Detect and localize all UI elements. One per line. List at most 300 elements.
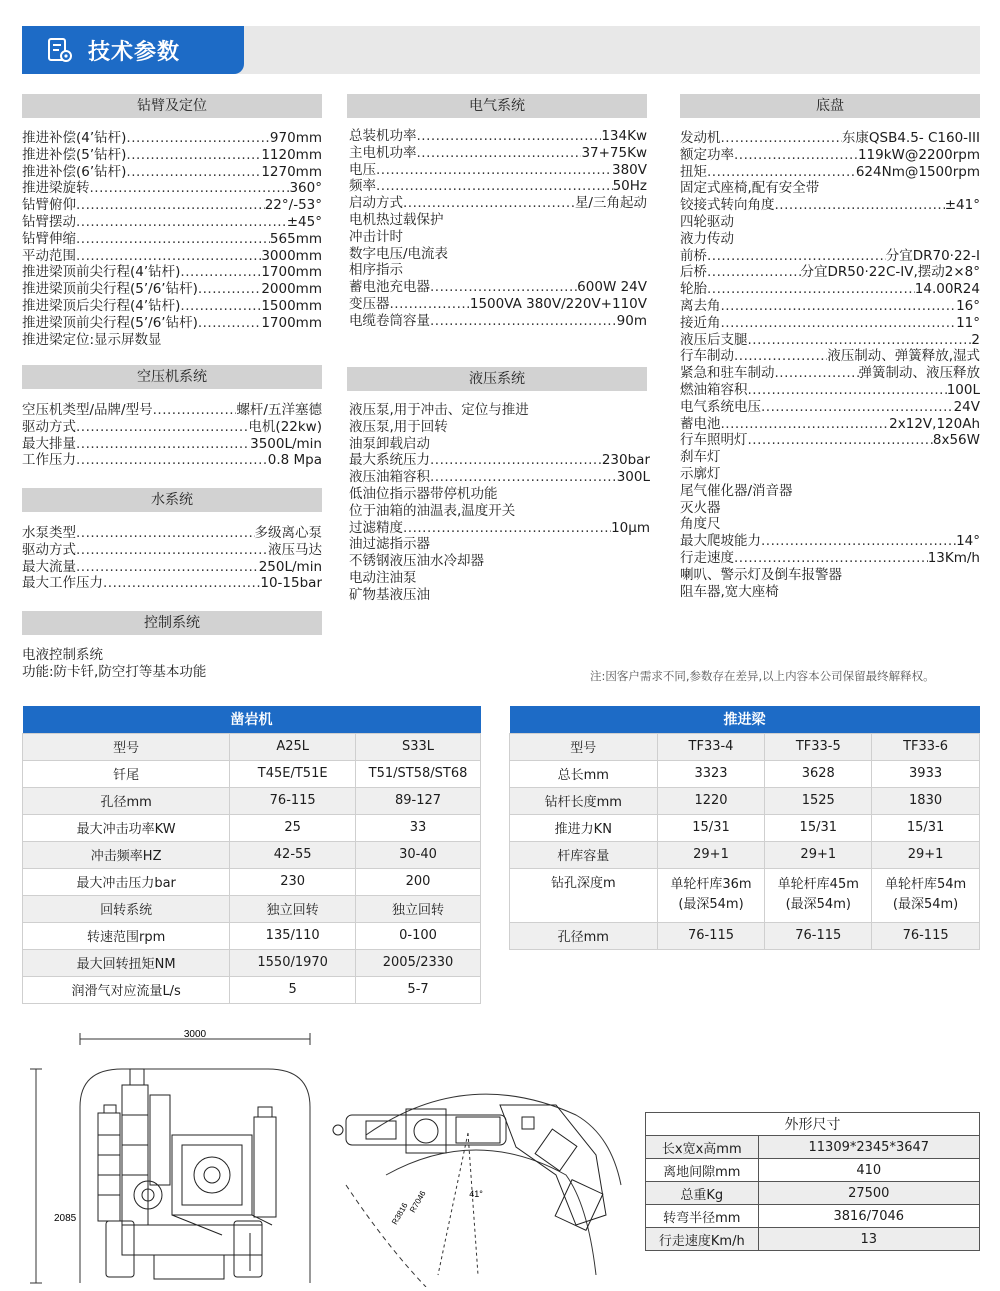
leader-dots [707, 281, 915, 298]
spec-value: 600W 24V [577, 279, 647, 296]
boom-spec-list [22, 130, 322, 348]
dimensions-table-title: 外形尺寸 [646, 1113, 980, 1136]
table-cell [872, 868, 980, 922]
spec-label: 矿物基液压油 [349, 586, 430, 603]
cell-line: (最深54m) [678, 897, 744, 912]
height-dimension-label: 2085 [54, 1213, 77, 1224]
spec-label: 驱动方式 [22, 418, 76, 435]
spec-label: 推进梁定位:显示屏数显 [22, 331, 162, 348]
control-spec-list [22, 647, 322, 681]
spec-row [680, 584, 980, 601]
spec-row [22, 197, 322, 214]
hydraulic-spec-list [349, 402, 650, 604]
table-cell: 独立回转 [356, 895, 481, 922]
spec-label: 液压泵,用于回转 [349, 418, 448, 435]
spec-label: 液压泵,用于冲击、定位与推进 [349, 402, 529, 418]
spec-row [680, 214, 980, 231]
leader-dots [430, 469, 617, 486]
spec-label: 工作压力 [22, 452, 76, 469]
spec-row [680, 248, 980, 265]
spec-value: ±41° [944, 197, 980, 214]
header-bar [22, 26, 980, 74]
spec-label: 水泵类型 [22, 525, 76, 541]
spec-row [349, 262, 647, 279]
table-cell: 钎尾 [23, 760, 230, 787]
table-row [646, 1136, 980, 1159]
spec-value: 多级离心泵 [254, 525, 322, 541]
spec-row [680, 231, 980, 248]
table-row [510, 868, 980, 922]
spec-row [22, 130, 322, 147]
spec-row [349, 178, 647, 195]
table-cell: 5-7 [356, 976, 481, 1003]
spec-label: 推进梁顶后尖行程(4’钻杆) [22, 297, 181, 314]
rock-drill-table-title: 凿岩机 [23, 706, 481, 733]
leader-dots [103, 575, 260, 592]
spec-label: 离去角 [680, 297, 721, 314]
spec-row [349, 229, 647, 246]
table-cell: 410 [758, 1159, 979, 1182]
spec-label: 主电机功率 [349, 144, 417, 161]
spec-row [680, 466, 980, 483]
table-cell: 3628 [765, 760, 872, 787]
spec-row [680, 130, 980, 147]
spec-label: 过滤精度 [349, 519, 403, 536]
table-cell: 回转系统 [23, 895, 230, 922]
spec-row [680, 516, 980, 533]
spec-row [680, 348, 980, 365]
spec-value: 16° [956, 297, 980, 314]
table-row [510, 787, 980, 814]
spec-row [22, 180, 322, 197]
spec-label: 刹车灯 [680, 449, 721, 466]
inner-radius-label: R3816 [390, 1201, 410, 1227]
leader-dots [721, 298, 957, 315]
spec-row [22, 332, 322, 349]
spec-label: 尾气催化器/消音器 [680, 482, 793, 499]
leader-dots [76, 436, 250, 453]
table-row [646, 1205, 980, 1228]
spec-label: 紧急和驻车制动 [680, 365, 775, 382]
spec-value: 弹簧制动、液压释放 [858, 365, 980, 382]
table-cell: 最大冲击功率KW [23, 814, 230, 841]
table-cell: 3933 [872, 760, 980, 787]
leader-dots [734, 550, 928, 567]
spec-value: 1270mm [261, 163, 322, 180]
leader-dots [126, 147, 261, 164]
spec-row [680, 550, 980, 567]
spec-row [349, 212, 647, 229]
table-cell: 润滑气对应流量L/s [23, 976, 230, 1003]
table-cell: 离地间隙mm [646, 1159, 759, 1182]
leader-dots [76, 452, 268, 469]
spec-value: 2000mm [261, 281, 322, 298]
spec-label: 发动机 [680, 130, 721, 146]
leader-dots [761, 399, 954, 416]
table-row [510, 922, 980, 949]
spec-value: 300L [616, 469, 650, 486]
spec-label: 电缆卷筒容量 [349, 312, 430, 329]
compressor-section-title: 空压机系统 [22, 365, 322, 389]
spec-row [349, 520, 650, 537]
spec-value: 3500L/min [250, 435, 322, 452]
water-spec-list [22, 525, 322, 592]
spec-label: 推进梁顶前尖行程(5’/6’钻杆) [22, 314, 198, 331]
compressor-spec-list [22, 402, 322, 469]
leader-dots [775, 365, 859, 382]
table-cell: 3323 [657, 760, 765, 787]
table-cell: 33 [356, 814, 481, 841]
table-row [510, 760, 980, 787]
spec-row [22, 248, 322, 265]
leader-dots [390, 296, 470, 313]
table-row [23, 760, 481, 787]
spec-label: 最大排量 [22, 435, 76, 452]
spec-row [22, 542, 322, 559]
spec-label: 前桥 [680, 247, 707, 264]
table-row [23, 949, 481, 976]
cell-line: 单轮杆库36m [670, 877, 752, 892]
leader-dots [707, 248, 886, 265]
spec-value: 90m [616, 312, 647, 329]
spec-row [680, 281, 980, 298]
spec-value: 14° [956, 533, 980, 550]
spec-value: 东康QSB4.5- C160-III [841, 130, 980, 146]
spec-row [349, 536, 650, 553]
leader-dots [417, 145, 582, 162]
leader-dots [126, 164, 261, 181]
spec-value: 10μm [611, 519, 650, 536]
table-cell: 推进力KN [510, 814, 658, 841]
table-cell: 29+1 [765, 841, 872, 868]
spec-label: 固定式座椅,配有安全带 [680, 180, 820, 197]
table-row [23, 922, 481, 949]
table-cell: 1220 [657, 787, 765, 814]
table-cell: 76-115 [872, 922, 980, 949]
spec-row [22, 419, 322, 436]
spec-row [349, 279, 647, 296]
table-cell: 1550/1970 [230, 949, 356, 976]
spec-label: 推进梁旋转 [22, 180, 90, 197]
table-row [510, 733, 980, 760]
electrical-section-title: 电气系统 [347, 94, 647, 118]
spec-value: 134Kw [601, 128, 647, 144]
hydraulic-section-title: 液压系统 [347, 367, 647, 391]
table-row [510, 814, 980, 841]
leader-dots [76, 542, 268, 559]
spec-value: 970mm [269, 130, 322, 146]
control-section-title: 控制系统 [22, 611, 322, 635]
spec-label: 轮胎 [680, 281, 707, 298]
spec-value: 360° [289, 180, 322, 197]
table-cell: 13 [758, 1228, 979, 1251]
table-row [23, 814, 481, 841]
table-row [510, 841, 980, 868]
spec-row [349, 452, 650, 469]
leader-dots [180, 264, 261, 281]
spec-row [22, 214, 322, 231]
spec-label: 低油位指示器带停机功能 [349, 485, 498, 502]
table-cell: 孔径mm [23, 787, 230, 814]
spec-row [349, 145, 647, 162]
cell-line: 单轮杆库45m [777, 877, 859, 892]
table-cell [765, 868, 872, 922]
cell-line: 单轮杆库54m [884, 877, 967, 892]
spec-value: 10-15bar [260, 575, 322, 592]
spec-label: 频率 [349, 178, 376, 195]
table-cell: A25L [230, 733, 356, 760]
table-cell: T45E/T51E [230, 760, 356, 787]
steering-angle-label: 41° [469, 1189, 483, 1199]
page-title: 技术参数 [88, 39, 181, 65]
spec-label: 电机热过载保护 [349, 211, 444, 228]
spec-row [22, 664, 322, 681]
spec-row [22, 575, 322, 592]
electrical-spec-list [349, 128, 647, 330]
leader-dots [198, 281, 261, 298]
spec-row [349, 246, 647, 263]
spec-value: 液压制动、弹簧释放,湿式 [827, 348, 980, 365]
spec-value: 1500mm [261, 297, 322, 314]
table-cell: 27500 [758, 1182, 979, 1205]
spec-label: 电气系统电压 [680, 398, 761, 415]
spec-label: 空压机类型/品牌/型号 [22, 402, 153, 418]
spec-value: 13Km/h [927, 549, 980, 566]
spec-value: 50Hz [612, 178, 647, 195]
table-cell: 1525 [765, 787, 872, 814]
spec-value: ±45° [286, 213, 322, 230]
spec-label: 位于油箱的油温表,温度开关 [349, 502, 516, 519]
leader-dots [376, 178, 613, 195]
spec-value: 分宜DR70·22-I [885, 247, 980, 264]
leader-dots [707, 164, 856, 181]
table-cell: 2005/2330 [356, 949, 481, 976]
spec-row [680, 365, 980, 382]
spec-label: 最大流量 [22, 558, 76, 575]
spec-value: 0.8 Mpa [267, 452, 322, 469]
leader-dots [734, 147, 858, 164]
spec-label: 电动注油泵 [349, 569, 417, 586]
spec-row [22, 452, 322, 469]
table-cell: 29+1 [657, 841, 765, 868]
table-cell: 型号 [23, 733, 230, 760]
table-cell: 钻杆长度mm [510, 787, 658, 814]
spec-label: 钻臂摆动 [22, 213, 76, 230]
spec-label: 燃油箱容积 [680, 381, 748, 398]
spec-row [22, 231, 322, 248]
spec-label: 钻臂伸缩 [22, 230, 76, 247]
table-cell: 15/31 [657, 814, 765, 841]
spec-label: 示廓灯 [680, 465, 721, 482]
table-cell: 230 [230, 868, 356, 895]
leader-dots [748, 332, 972, 349]
spec-value: 星/三角起动 [574, 195, 647, 212]
width-dimension-label: 3000 [183, 1029, 207, 1040]
spec-label: 冲击计时 [349, 228, 403, 245]
table-cell: TF33-4 [657, 733, 765, 760]
table-cell: 杆库容量 [510, 841, 658, 868]
spec-value: 22°/-53° [264, 197, 322, 214]
table-cell: TF33-6 [872, 733, 980, 760]
spec-label: 角度尺 [680, 516, 721, 533]
spec-row [680, 432, 980, 449]
spec-row [680, 416, 980, 433]
water-section-title: 水系统 [22, 488, 322, 512]
spec-row [680, 264, 980, 281]
table-cell: 15/31 [765, 814, 872, 841]
spec-label: 最大系统压力 [349, 452, 430, 469]
table-cell: 0-100 [356, 922, 481, 949]
spec-row [349, 469, 650, 486]
leader-dots [721, 130, 842, 147]
spec-row [22, 315, 322, 332]
table-row [646, 1159, 980, 1182]
table-cell: 30-40 [356, 841, 481, 868]
spec-row [22, 559, 322, 576]
table-cell: 1830 [872, 787, 980, 814]
spec-value: 230bar [601, 452, 650, 469]
spec-label: 扭矩 [680, 163, 707, 180]
leader-dots [430, 279, 577, 296]
spec-value: 14.00R24 [914, 281, 980, 298]
table-row [23, 787, 481, 814]
table-cell: 11309*2345*3647 [758, 1136, 979, 1159]
table-cell: 3816/7046 [758, 1205, 979, 1228]
leader-dots [707, 264, 801, 281]
spec-label: 功能:防卡钎,防空打等基本功能 [22, 663, 207, 680]
spec-row [680, 382, 980, 399]
leader-dots [376, 162, 612, 179]
chassis-spec-list [680, 130, 980, 600]
outer-radius-label: R7046 [408, 1189, 428, 1215]
spec-value: 100L [946, 381, 980, 398]
spec-row [349, 195, 647, 212]
spec-value: 1700mm [261, 264, 322, 281]
table-cell: 29+1 [872, 841, 980, 868]
spec-row [680, 449, 980, 466]
boom-section-title: 钻臂及定位 [22, 94, 322, 118]
spec-label: 行车照明灯 [680, 432, 748, 449]
spec-value: 11° [956, 314, 980, 331]
leader-dots [76, 214, 287, 231]
spec-row [680, 197, 980, 214]
leader-dots [403, 520, 611, 537]
spec-row [22, 436, 322, 453]
spec-value: 1500VA 380V/220V+110V [469, 295, 647, 312]
table-cell: 钻孔深度m [510, 868, 658, 922]
spec-label: 行车制动 [680, 348, 734, 365]
spec-row [680, 483, 980, 500]
leader-dots [430, 452, 602, 469]
table-cell: 转速范围rpm [23, 922, 230, 949]
spec-label: 蓄电池充电器 [349, 279, 430, 296]
leader-dots [761, 533, 956, 550]
spec-label: 驱动方式 [22, 541, 76, 558]
table-cell: 总长mm [510, 760, 658, 787]
table-row [646, 1182, 980, 1205]
spec-row [349, 128, 647, 145]
spec-label: 最大爬坡能力 [680, 533, 761, 550]
leader-dots [198, 315, 261, 332]
leader-dots [76, 248, 261, 265]
spec-label: 平动范围 [22, 247, 76, 264]
leader-dots [76, 231, 270, 248]
spec-label: 电液控制系统 [22, 647, 103, 663]
spec-label: 推进补偿(4’钻杆) [22, 130, 127, 146]
spec-value: 624Nm@1500rpm [855, 163, 980, 180]
leader-dots [430, 313, 617, 330]
spec-row [680, 399, 980, 416]
leader-dots [153, 402, 237, 419]
table-cell: 15/31 [872, 814, 980, 841]
spec-value: 1120mm [261, 146, 322, 163]
spec-label: 阻车器,宽大座椅 [680, 583, 779, 600]
rock-drill-table [22, 706, 481, 1004]
table-cell: 25 [230, 814, 356, 841]
feed-beam-table-title: 推进梁 [510, 706, 980, 733]
spec-label: 相序指示 [349, 262, 403, 279]
title-tab [22, 26, 244, 74]
spec-row [349, 587, 650, 604]
spec-label: 电压 [349, 161, 376, 178]
leader-dots [76, 197, 265, 214]
leader-dots [721, 315, 957, 332]
spec-label: 数字电压/电流表 [349, 245, 449, 262]
spec-label: 灭火器 [680, 499, 721, 516]
table-row [23, 868, 481, 895]
spec-value: 119kW@2200rpm [857, 146, 980, 163]
table-cell: T51/ST58/ST68 [356, 760, 481, 787]
spec-row [349, 402, 650, 419]
cell-line: (最深54m) [785, 897, 851, 912]
table-cell: 135/110 [230, 922, 356, 949]
spec-value: 2 [971, 331, 980, 348]
table-cell: 5 [230, 976, 356, 1003]
spec-row [680, 332, 980, 349]
table-row [23, 733, 481, 760]
spec-row [680, 567, 980, 584]
leader-dots [734, 348, 827, 365]
leader-dots [417, 128, 602, 145]
spec-label: 变压器 [349, 295, 390, 312]
spec-label: 油泵卸载启动 [349, 435, 430, 452]
table-cell: 最大回转扭矩NM [23, 949, 230, 976]
table-row [23, 895, 481, 922]
spec-value: 螺杆/五洋塞德 [236, 402, 322, 418]
table-row [23, 841, 481, 868]
spec-label: 额定功率 [680, 146, 734, 163]
spec-label: 铰接式转向角度 [680, 197, 775, 214]
leader-dots [775, 197, 945, 214]
spec-label: 不锈钢液压油水冷却器 [349, 553, 484, 570]
leader-dots [748, 432, 933, 449]
table-cell [657, 868, 765, 922]
table-cell: 行走速度Km/h [646, 1228, 759, 1251]
table-cell: 76-115 [230, 787, 356, 814]
spec-value: 24V [953, 398, 980, 415]
spec-value: 37+75Kw [581, 144, 647, 161]
spec-value: 电机(22kw) [248, 418, 322, 435]
table-cell: 89-127 [356, 787, 481, 814]
table-cell: 42-55 [230, 841, 356, 868]
table-cell: 独立回转 [230, 895, 356, 922]
spec-row [680, 180, 980, 197]
leader-dots [76, 559, 259, 576]
spec-label: 液压后支腿 [680, 331, 748, 348]
document-settings-icon [46, 36, 74, 64]
spec-label: 推进补偿(6’钻杆) [22, 163, 127, 180]
spec-label: 蓄电池 [680, 415, 721, 432]
